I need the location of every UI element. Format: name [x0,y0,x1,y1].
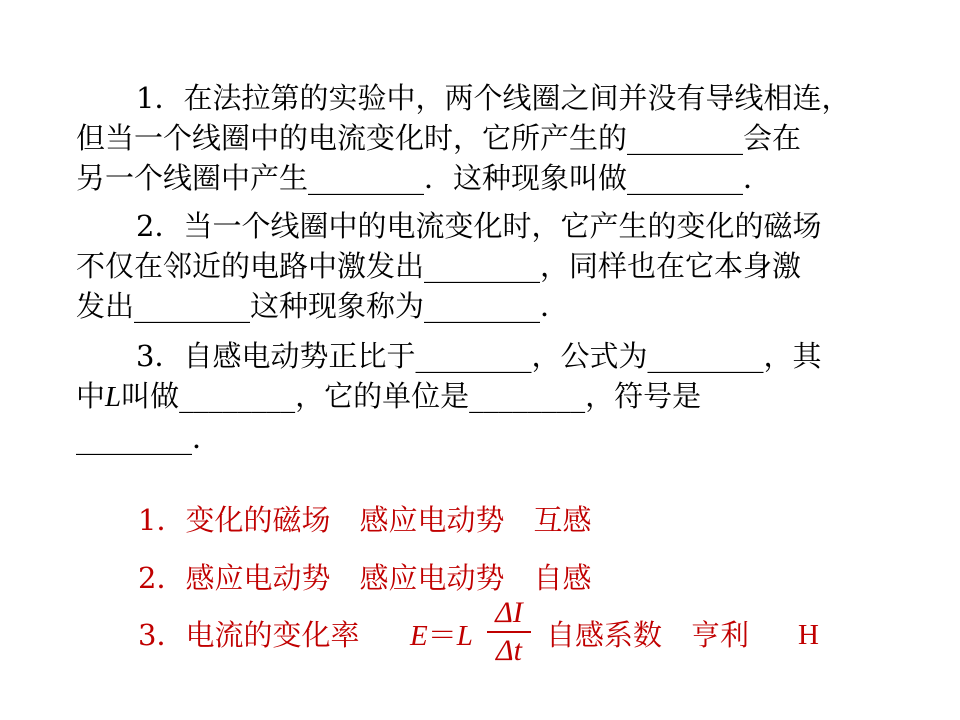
answer-3-suffix: 自感系数 亨利 [546,618,750,652]
q3-var-l: L [105,381,122,413]
q1-line-3: 另一个线圈中产生________．这种现象叫做________． [76,161,773,195]
q2-line-3: 发出________这种现象称为________． [76,289,570,323]
formula-eq: ＝ [427,618,457,652]
answer-3-prefix: 3．电流的变化率 [138,618,360,652]
answer-3-unit-symbol: H [798,619,819,651]
answer-2: 2．感应电动势 感应电动势 自感 [138,561,592,595]
q2-line-1: 2．当一个线圈中的电流变化时，它产生的变化的磁场 [136,209,822,243]
q3-line-2 [76,376,701,417]
q3-line-2-pre: 中 [76,379,106,413]
fraction-bar [487,631,531,633]
answer-1: 1．变化的磁场 感应电动势 互感 [138,503,592,537]
q3-line-2-post: 叫做________，它的单位是________，符号是 [121,379,702,413]
q1-line-1: 1．在法拉第的实验中，两个线圈之间并没有导线相连， [136,81,851,115]
formula-denominator: Δt [496,634,522,667]
formula-fraction [487,596,531,668]
answer-3-formula-lhs [410,615,473,656]
q3-line-3: ________． [76,421,222,455]
formula-numerator: ΔI [495,596,523,629]
formula-e: E [410,620,428,652]
q2-line-2: 不仅在邻近的电路中激发出________，同样也在它本身激 [76,249,802,283]
q3-line-1: 3．自感电动势正比于________，公式为________，其 [136,339,822,373]
q1-line-2: 但当一个线圈中的电流变化时，它所产生的________会在 [76,121,802,155]
formula-l: L [456,620,473,652]
